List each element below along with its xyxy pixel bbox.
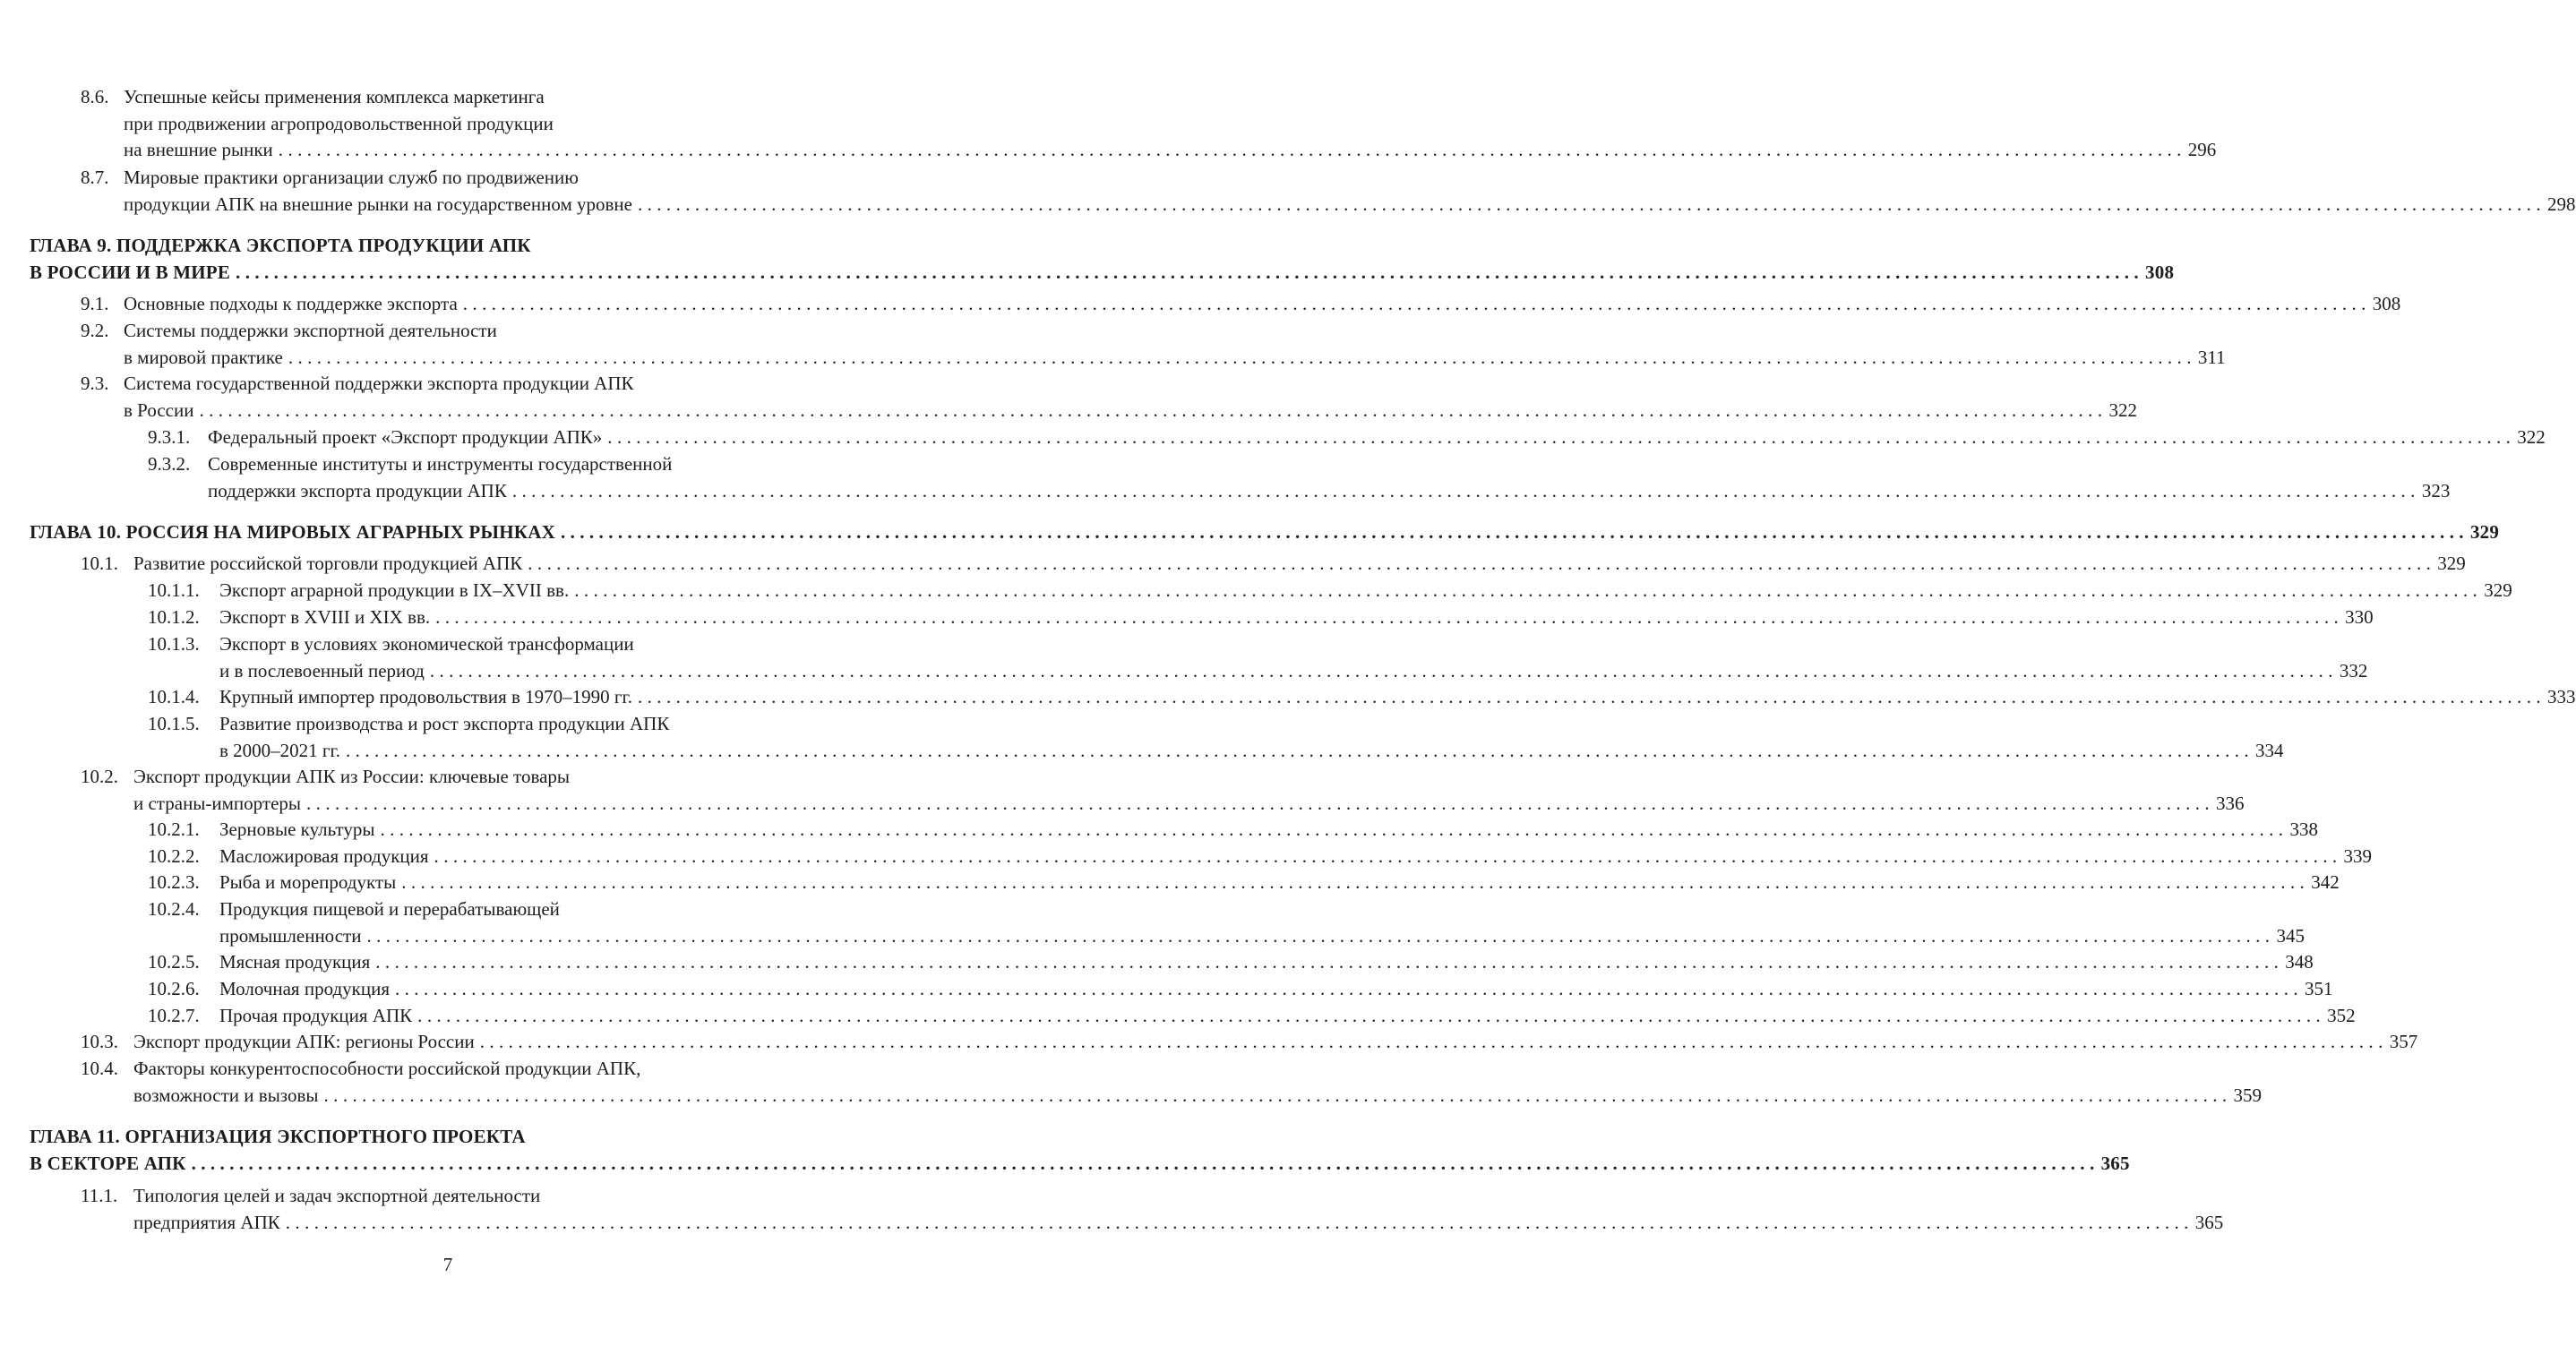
dot-leader: ........................................................................................................................................................................................................ bbox=[236, 261, 2144, 283]
section-title: возможности и вызовы bbox=[133, 1084, 319, 1106]
toc-line bbox=[0, 397, 2137, 424]
section-number: 10.2.6. bbox=[148, 978, 200, 999]
dot-leader: ........................................................................................................................................................................................................ bbox=[434, 845, 2342, 867]
toc-line bbox=[0, 110, 896, 137]
section-title: ГЛАВА 11. ОРГАНИЗАЦИЯ ЭКСПОРТНОГО ПРОЕКТА bbox=[30, 1126, 526, 1147]
section-title: в России bbox=[124, 399, 194, 421]
section-title: Экспорт в условиях экономической трансформации bbox=[219, 633, 634, 655]
toc-line bbox=[0, 1002, 2356, 1029]
section-number: 10.4. bbox=[81, 1058, 118, 1079]
toc-line bbox=[0, 710, 896, 737]
section-title: ГЛАВА 9. ПОДДЕРЖКА ЭКСПОРТА ПРОДУКЦИИ АПК bbox=[30, 235, 531, 256]
toc-line bbox=[0, 763, 896, 790]
toc-line bbox=[0, 1182, 896, 1209]
toc-line bbox=[0, 577, 2512, 604]
section-number: 10.3. bbox=[81, 1031, 118, 1052]
toc-line bbox=[0, 519, 2500, 545]
section-title: Основные подходы к поддержке экспорта bbox=[124, 293, 458, 314]
section-title: Прочая продукция АПК bbox=[219, 1005, 413, 1026]
page-ref: 298 bbox=[2546, 193, 2576, 215]
dot-leader: ........................................................................................................................................................................................................ bbox=[462, 293, 2371, 314]
dot-leader: ........................................................................................................................................................................................................ bbox=[638, 686, 2546, 707]
section-title: Экспорт продукции АПК из России: ключевые товары bbox=[133, 766, 571, 787]
section-title: ГЛАВА 10. РОССИЯ НА МИРОВЫХ АГРАРНЫХ РЫНКАХ bbox=[30, 521, 555, 543]
toc-line bbox=[0, 975, 2333, 1002]
section-title: поддержки экспорта продукции АПК bbox=[208, 479, 507, 501]
section-number: 10.2.4. bbox=[148, 898, 200, 920]
page-ref: 329 bbox=[2437, 553, 2466, 574]
section-number: 10.1.1. bbox=[148, 579, 200, 601]
section-title: Успешные кейсы применения комплекса маркетинга bbox=[124, 86, 545, 107]
section-title: продукции АПК на внешние рынки на государственном уровне bbox=[124, 193, 632, 215]
section-title: Молочная продукция bbox=[219, 978, 390, 999]
section-number: 10.2.3. bbox=[148, 871, 200, 893]
page-ref: 308 bbox=[2372, 293, 2401, 314]
section-title: Типология целей и задач экспортной деятельности bbox=[133, 1185, 541, 1206]
section-number: 10.2. bbox=[81, 766, 118, 787]
section-title: в мировой практике bbox=[124, 346, 283, 368]
section-number: 10.2.5. bbox=[148, 951, 200, 973]
toc-line bbox=[0, 450, 896, 477]
section-number: 9.3.1. bbox=[148, 426, 191, 448]
toc-line bbox=[0, 869, 2340, 896]
page-ref: 322 bbox=[2517, 426, 2546, 448]
section-title: Экспорт в XVIII и XIX вв. bbox=[219, 606, 431, 628]
section-title: Масложировая продукция bbox=[219, 845, 429, 867]
page-ref: 338 bbox=[2289, 819, 2318, 840]
section-title: в 2000–2021 гг. bbox=[219, 739, 341, 761]
dot-leader: ........................................................................................................................................................................................................ bbox=[560, 521, 2469, 543]
toc-line bbox=[0, 1055, 896, 1082]
toc-line bbox=[0, 191, 2576, 218]
toc-line bbox=[0, 259, 2175, 286]
dot-leader: ........................................................................................................................................................................................................ bbox=[511, 479, 2420, 501]
toc-line bbox=[0, 290, 2401, 317]
section-title: В СЕКТОРЕ АПК bbox=[30, 1152, 186, 1174]
page-ref: 296 bbox=[2187, 139, 2217, 161]
page-ref: 365 bbox=[2100, 1152, 2130, 1174]
toc-line bbox=[0, 1028, 2418, 1055]
section-number: 10.1.2. bbox=[148, 606, 200, 628]
section-title: и в послевоенный период bbox=[219, 659, 425, 682]
dot-leader: ........................................................................................................................................................................................................ bbox=[401, 871, 2310, 893]
toc-line bbox=[0, 550, 2466, 577]
section-number: 10.2.7. bbox=[148, 1005, 200, 1026]
dot-leader: ........................................................................................................................................................................................................ bbox=[417, 1005, 2326, 1026]
section-title: Факторы конкурентоспособности российской продукции АПК, bbox=[133, 1058, 641, 1079]
toc-line bbox=[0, 1150, 2130, 1177]
toc-line bbox=[0, 136, 2217, 163]
page-ref: 365 bbox=[2194, 1211, 2224, 1233]
dot-leader: ........................................................................................................................................................................................................ bbox=[380, 819, 2288, 840]
dot-leader: ........................................................................................................................................................................................................ bbox=[323, 1084, 2232, 1106]
page-ref: 332 bbox=[2339, 659, 2368, 682]
page-ref: 345 bbox=[2276, 924, 2305, 947]
section-number: 10.1.3. bbox=[148, 633, 200, 655]
section-number: 9.3. bbox=[81, 373, 109, 394]
section-title: Экспорт аграрной продукции в IX–XVII вв. bbox=[219, 579, 570, 601]
toc-line bbox=[0, 370, 896, 397]
page-ref: 334 bbox=[2255, 739, 2284, 761]
page-ref: 329 bbox=[2469, 521, 2500, 543]
dot-leader: ........................................................................................................................................................................................................ bbox=[637, 193, 2546, 215]
section-number: 10.1. bbox=[81, 553, 118, 574]
toc-line bbox=[0, 630, 896, 657]
page-number: 7 bbox=[442, 1254, 453, 1275]
section-title: Мировые практики организации служб по продвижению bbox=[124, 167, 579, 188]
dot-leader: ........................................................................................................................................................................................................ bbox=[479, 1031, 2388, 1052]
section-title: В РОССИИ И В МИРЕ bbox=[30, 261, 231, 283]
section-title: Зерновые культуры bbox=[219, 819, 375, 840]
dot-leader: ........................................................................................................................................................................................................ bbox=[306, 792, 2215, 814]
toc-line bbox=[0, 164, 896, 191]
dot-leader: ........................................................................................................................................................................................................ bbox=[285, 1211, 2194, 1233]
dot-leader: ........................................................................................................................................................................................................ bbox=[366, 924, 2275, 947]
section-number: 8.7. bbox=[81, 167, 109, 188]
page-ref: 348 bbox=[2285, 951, 2314, 973]
dot-leader: ........................................................................................................................................................................................................ bbox=[607, 426, 2516, 448]
section-number: 9.2. bbox=[81, 320, 109, 341]
section-title: Продукция пищевой и перерабатывающей bbox=[219, 898, 560, 920]
page-ref: 351 bbox=[2305, 978, 2333, 999]
toc-line bbox=[0, 477, 2451, 504]
page-ref: 333 bbox=[2547, 686, 2576, 707]
section-title: Рыба и морепродукты bbox=[219, 871, 397, 893]
page-ref: 323 bbox=[2421, 479, 2451, 501]
page-ref: 339 bbox=[2343, 845, 2373, 867]
section-title: Федеральный проект «Экспорт продукции АПК» bbox=[208, 426, 603, 448]
section-number: 10.1.4. bbox=[148, 686, 200, 707]
toc-line bbox=[0, 1123, 896, 1150]
toc-line bbox=[0, 1082, 2263, 1109]
section-title: Системы поддержки экспортной деятельности bbox=[124, 320, 497, 341]
section-number: 10.2.2. bbox=[148, 845, 200, 867]
page-ref: 336 bbox=[2216, 792, 2245, 814]
dot-leader: ........................................................................................................................................................................................................ bbox=[435, 606, 2344, 628]
toc-line bbox=[0, 816, 2318, 843]
section-number: 10.2.1. bbox=[148, 819, 200, 840]
toc-line bbox=[0, 896, 896, 922]
section-title: на внешние рынки bbox=[124, 139, 273, 161]
page-ref: 311 bbox=[2197, 346, 2226, 368]
dot-leader: ........................................................................................................................................................................................................ bbox=[375, 951, 2284, 973]
toc-line bbox=[0, 657, 2368, 684]
section-title: Экспорт продукции АПК: регионы России bbox=[133, 1031, 475, 1052]
section-title: промышленности bbox=[219, 924, 362, 947]
toc-line bbox=[0, 683, 2576, 710]
dot-leader: ........................................................................................................................................................................................................ bbox=[346, 739, 2254, 761]
section-number: 9.3.2. bbox=[148, 453, 191, 475]
dot-leader: ........................................................................................................................................................................................................ bbox=[191, 1152, 2099, 1174]
section-number: 11.1. bbox=[81, 1185, 118, 1206]
toc-line bbox=[0, 1209, 2224, 1236]
page-ref: 357 bbox=[2389, 1031, 2418, 1052]
section-title: при продвижении агропродовольственной продукции bbox=[124, 112, 554, 134]
section-title: Мясная продукция bbox=[219, 951, 371, 973]
toc-line bbox=[0, 604, 2374, 630]
page-ref: 308 bbox=[2145, 261, 2175, 283]
page-ref: 322 bbox=[2108, 399, 2137, 421]
toc-line bbox=[0, 843, 2373, 870]
toc-line bbox=[0, 232, 896, 259]
toc-line bbox=[0, 922, 2305, 949]
section-number: 10.1.5. bbox=[148, 713, 200, 734]
section-title: Развитие российской торговли продукцией АПК bbox=[133, 553, 523, 574]
toc-line bbox=[0, 424, 2546, 450]
section-title: предприятия АПК bbox=[133, 1211, 280, 1233]
dot-leader: ........................................................................................................................................................................................................ bbox=[288, 346, 2196, 368]
toc-line bbox=[0, 83, 896, 110]
section-title: Современные институты и инструменты государственной bbox=[208, 453, 673, 475]
toc-line bbox=[0, 344, 2226, 371]
toc-line bbox=[0, 737, 2284, 764]
dot-leader: ........................................................................................................................................................................................................ bbox=[528, 553, 2436, 574]
section-title: и страны-импортеры bbox=[133, 792, 302, 814]
toc-line bbox=[0, 790, 2245, 817]
section-title: Развитие производства и рост экспорта продукции АПК bbox=[219, 713, 670, 734]
toc-line bbox=[0, 948, 2314, 975]
section-title: Система государственной поддержки экспорта продукции АПК bbox=[124, 373, 634, 394]
page-ref: 352 bbox=[2327, 1005, 2356, 1026]
dot-leader: ........................................................................................................................................................................................................ bbox=[199, 399, 2108, 421]
page-ref: 330 bbox=[2345, 606, 2374, 628]
section-title: Крупный импортер продовольствия в 1970–1990 гг. bbox=[219, 686, 632, 707]
dot-leader: ........................................................................................................................................................................................................ bbox=[429, 659, 2338, 682]
page-ref: 359 bbox=[2233, 1084, 2263, 1106]
section-number: 8.6. bbox=[81, 86, 109, 107]
page-ref: 329 bbox=[2484, 579, 2512, 601]
section-number: 9.1. bbox=[81, 293, 109, 314]
dot-leader: ........................................................................................................................................................................................................ bbox=[395, 978, 2303, 999]
page-ref: 342 bbox=[2311, 871, 2340, 893]
dot-leader: ........................................................................................................................................................................................................ bbox=[574, 579, 2483, 601]
dot-leader: ........................................................................................................................................................................................................ bbox=[278, 139, 2186, 161]
toc-line bbox=[0, 317, 896, 344]
